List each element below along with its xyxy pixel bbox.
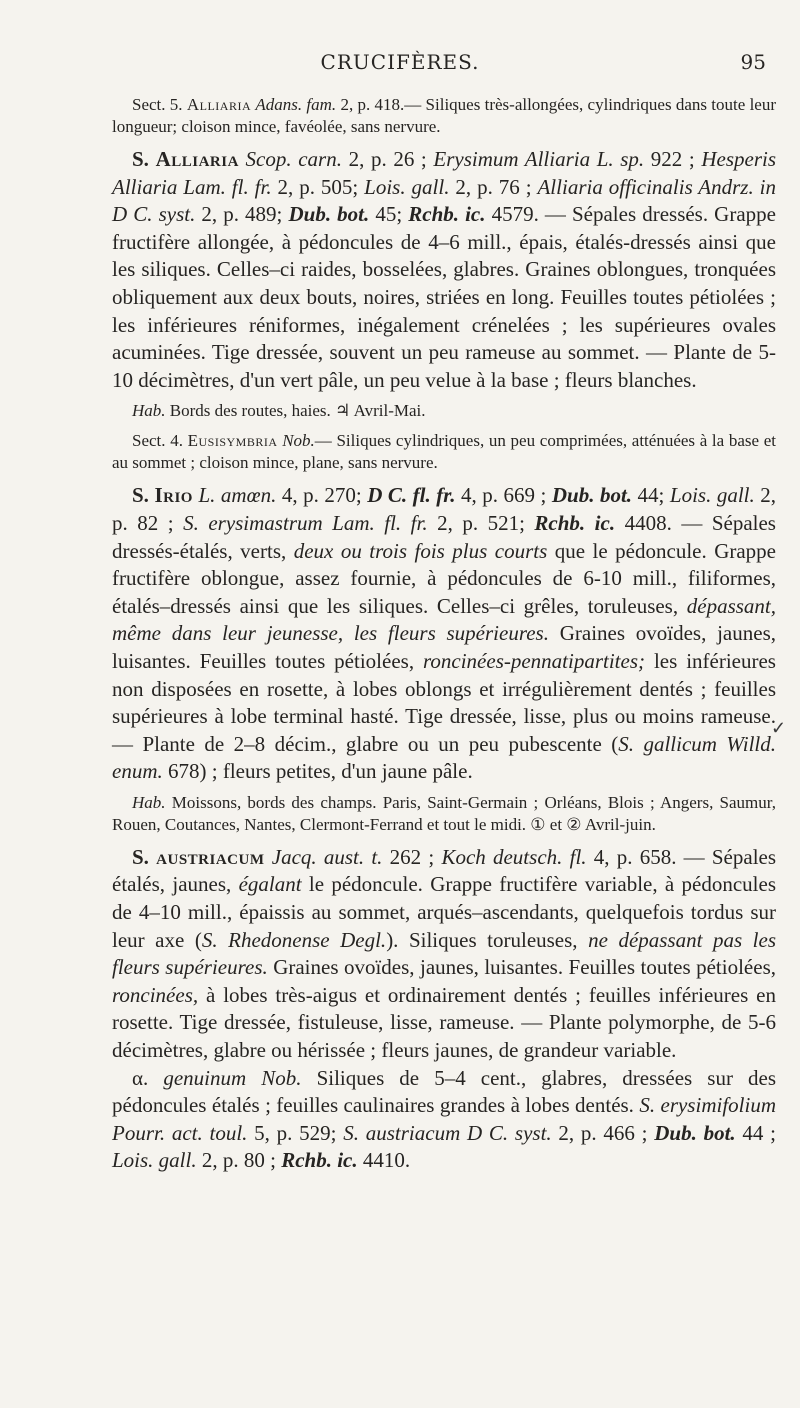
- running-title: CRUCIFÈRES.: [320, 50, 480, 74]
- synonym: Dub. bot.: [551, 483, 633, 508]
- synonym: Koch deutsch. fl.: [441, 844, 587, 869]
- section-description: 2, p. 418.— Siliques très-allongées, cylindriques dans toute leur longueur; cloison mince, favéolée, sans nervure.: [112, 95, 777, 136]
- citation-text: 4410.: [357, 1148, 411, 1173]
- citation-text: 44;: [632, 483, 670, 508]
- citation-text: 2, p. 26 ;: [341, 147, 434, 171]
- citation-text: 5, p. 529;: [247, 1120, 344, 1145]
- habitat-text: Bords des routes, haies. ♃ Avril-Mai.: [165, 401, 426, 421]
- species-description: Graines ovoïdes, jaunes, luisantes. Feuilles toutes pétiolées,: [267, 955, 776, 980]
- species-marker: S.: [132, 483, 149, 508]
- emphasis: roncinées-pennatipartites;: [423, 648, 646, 673]
- citation-text: 2, p. 76 ;: [449, 174, 538, 199]
- synonym: Lois. gall.: [669, 483, 755, 508]
- body-text: [112, 94, 776, 1175]
- citation-text: 262 ;: [382, 844, 442, 869]
- citation-text: 922 ;: [644, 147, 702, 171]
- species-description: le pédoncule. Grappe fructifère variable, à pédoncules de 4–10 mill., épaissis au sommet, arqués–ascendants, quelquefois tordus sur leur axe (: [112, 872, 777, 952]
- species-authority: Jacq. aust. t.: [271, 844, 383, 869]
- species-description: Graines ovoïdes, jaunes, luisantes. Feuilles toutes pétiolées,: [112, 621, 776, 673]
- citation-text: 2, p. 82 ;: [112, 483, 777, 535]
- species-name: austriacum: [156, 844, 265, 869]
- section-alliaria: [112, 94, 776, 138]
- page-number: 95: [740, 50, 766, 74]
- section-number: Sect. 4.: [132, 431, 183, 451]
- synonym: S. Rhedonense Degl.: [201, 927, 387, 952]
- synonym: S. erysimifolium Pourr. act. toul.: [112, 1093, 776, 1145]
- citation-text: 44 ;: [735, 1120, 776, 1145]
- species-description: 4579. — Sépales dressés. Grappe fructifère allongée, à pédoncules de 4–6 mill., épais, étalés-dressés ainsi que les siliques. Celles–ci raides, bosselées, glabres. Graines oblongues, tronquées obliquement aux deux bouts, noires, striées en long. Feuilles toutes pétiolées ; les inférieures réniformes, inégalement crénelées ; les supérieures ovales acuminées. Tige dressée, souvent un peu rameuse au sommet. — Plante de 5-10 décimètres, d'un vert pâle, un peu velue à la base ; fleurs blanches.: [112, 202, 776, 392]
- synonym: Rchb. ic.: [281, 1148, 358, 1173]
- citation-text: 2, p. 80 ;: [196, 1148, 282, 1173]
- habitat-alliaria: [112, 400, 776, 422]
- emphasis: ne dépassant pas les fleurs supérieures.: [112, 927, 776, 980]
- variety-marker: α.: [132, 1065, 149, 1090]
- citation-text: 2, p. 505;: [271, 174, 365, 199]
- section-author: Nob.: [282, 431, 315, 451]
- section-description: — Siliques cylindriques, un peu comprimées, atténuées à la base et au sommet ; cloison mince, plane, sans nervure.: [112, 431, 776, 473]
- synonym: S. gallicum Willd. enum.: [112, 731, 777, 784]
- habitat-label: Hab.: [132, 401, 166, 421]
- synonym: D C. fl. fr.: [367, 483, 456, 508]
- habitat-irio: [112, 792, 776, 836]
- variety-description: Siliques de 5–4 cent., glabres, dressées sur des pédoncules étalés ; feuilles caulinaires grandes à lobes dentés.: [112, 1065, 777, 1118]
- synonym: Dub. bot.: [288, 202, 370, 227]
- variety-genuinum: [112, 1065, 776, 1175]
- synonym: Hesperis Alliaria Lam. fl. fr.: [112, 147, 777, 199]
- synonym: Alliaria officinalis Andrz. in D C. syst.: [112, 174, 777, 227]
- section-number: Sect. 5.: [132, 95, 183, 114]
- species-authority: L. amœn.: [198, 483, 277, 508]
- citation-text: 4, p. 270;: [276, 483, 368, 508]
- species-description: 4408. — Sépales dressés-étalés, verts,: [112, 510, 776, 563]
- citation-text: 2, p. 466 ;: [551, 1120, 655, 1145]
- species-description: ). Siliques toruleuses,: [386, 927, 589, 952]
- species-alliaria: [112, 146, 776, 394]
- species-description: 678) ; fleurs petites, d'un jaune pâle.: [162, 759, 473, 784]
- margin-check-mark: ✓: [771, 718, 787, 739]
- species-marker: S.: [132, 844, 149, 869]
- page-header: [0, 50, 800, 80]
- section-author: Adans. fam.: [255, 95, 337, 114]
- species-description: 4, p. 658. — Sépales étalés, jaunes,: [112, 844, 777, 897]
- emphasis: roncinées,: [112, 982, 199, 1007]
- section-name: Alliaria: [186, 95, 252, 114]
- habitat-text: Moissons, bords des champs. Paris, Saint-Germain ; Orléans, Blois ; Angers, Saumur, Rouen, Coutances, Nantes, Clermont-Ferrand et tout le midi. ① et ② Avril-juin.: [112, 792, 776, 834]
- synonym: S. austriacum D C. syst.: [343, 1120, 552, 1145]
- species-name: Irio: [154, 483, 193, 508]
- emphasis: deux ou trois fois plus courts: [293, 538, 548, 563]
- species-austriacum: [112, 844, 776, 1065]
- section-name: Eusisymbria: [187, 431, 278, 451]
- synonym: Rchb. ic.: [408, 202, 486, 227]
- synonym: Rchb. ic.: [534, 510, 616, 535]
- habitat-label: Hab.: [132, 792, 166, 812]
- species-name: Alliaria: [155, 147, 239, 171]
- species-authority: Scop. carn.: [245, 147, 342, 171]
- species-irio: [112, 482, 776, 786]
- synonym: Lois. gall.: [112, 1148, 197, 1173]
- citation-text: 2, p. 521;: [427, 510, 535, 535]
- citation-text: 4, p. 669 ;: [455, 483, 552, 508]
- citation-text: 45;: [369, 202, 409, 227]
- species-description: les inférieures non disposées en rosette, à lobes oblongs et irrégulièrement dentés ; feuilles supérieures à lobe terminal hasté. Tige dressée, lisse, plus ou moins rameuse. — Plante de 2–8 décim., glabre ou un peu pubescente (: [112, 648, 776, 756]
- synonym: Lois. gall.: [364, 174, 450, 199]
- synonym: Erysimum Alliaria L. sp.: [433, 147, 645, 171]
- citation-text: 2, p. 489;: [195, 202, 289, 227]
- emphasis: égalant: [238, 872, 302, 897]
- section-eusisymbria: [112, 430, 776, 474]
- emphasis: dépassant, même dans leur jeunesse, les fleurs supérieures.: [112, 593, 776, 646]
- species-description: que le pédoncule. Grappe fructifère oblongue, assez fournie, à pédoncules de 6-10 mill., filiformes, étalés–dressés ainsi que les siliques. Celles–ci grêles, toruleuses,: [112, 538, 776, 618]
- variety-name: genuinum Nob.: [163, 1065, 302, 1090]
- species-marker: S.: [132, 147, 149, 171]
- synonym: S. erysimastrum Lam. fl. fr.: [183, 510, 428, 535]
- species-description: à lobes très-aigus et ordinairement dentés ; feuilles inférieures en rosette. Tige dressée, fistuleuse, lisse, rameuse. — Plante polymorphe, de 5-6 décimètres, glabre ou hérissée ; fleurs jaunes, de grandeur variable.: [112, 982, 776, 1063]
- synonym: Dub. bot.: [654, 1120, 736, 1145]
